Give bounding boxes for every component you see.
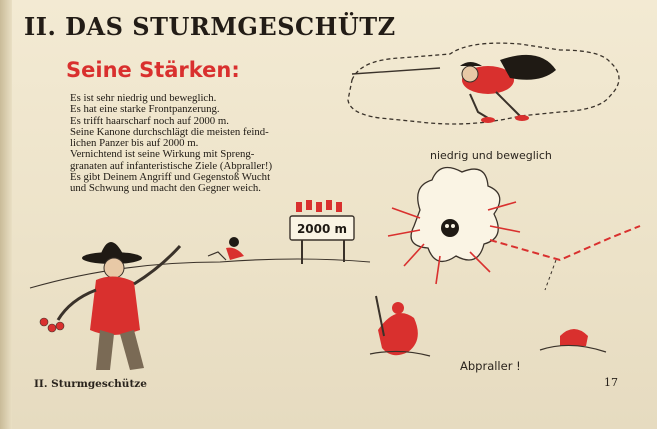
- explosion-illustration: [388, 168, 640, 291]
- fencer-illustration: [348, 43, 619, 124]
- page-number: 17: [604, 376, 618, 389]
- text-line: Vernichtend ist seine Wirkung mit Spreng-: [70, 148, 255, 161]
- sign-label: 2000 m: [296, 222, 348, 236]
- caption-low-and-mobile: niedrig und beweglich: [430, 149, 552, 162]
- page-title: II. DAS STURMGESCHÜTZ: [24, 12, 396, 41]
- distant-soldier-illustration: [208, 237, 244, 260]
- caption-ricochet: Abpraller !: [460, 359, 521, 373]
- text-line: Seine Kanone durchschlägt die meisten feind-: [70, 125, 269, 138]
- text-line: Es ist sehr niedrig und beweglich.: [70, 92, 217, 104]
- text-line: lichen Panzer bis auf 2000 m.: [70, 137, 199, 150]
- text-line: Es hat eine starke Frontpanzerung.: [70, 103, 220, 116]
- running-footer: II. Sturmgeschütze: [34, 378, 147, 390]
- text-line: und Schwung und macht den Gegner weich.: [70, 182, 261, 195]
- soldiers-illustration: [370, 296, 606, 356]
- text-line: Es trifft haarscharf noch auf 2000 m.: [70, 114, 230, 127]
- sombrero-figure-illustration: [40, 242, 180, 370]
- text-line: granaten auf infanteristische Ziele (Abpraller!): [70, 159, 273, 172]
- section-subtitle: Seine Stärken:: [66, 58, 240, 82]
- distance-sign: [290, 200, 354, 264]
- text-line: Es gibt Deinem Angriff und Gegenstoß Wucht: [70, 171, 271, 184]
